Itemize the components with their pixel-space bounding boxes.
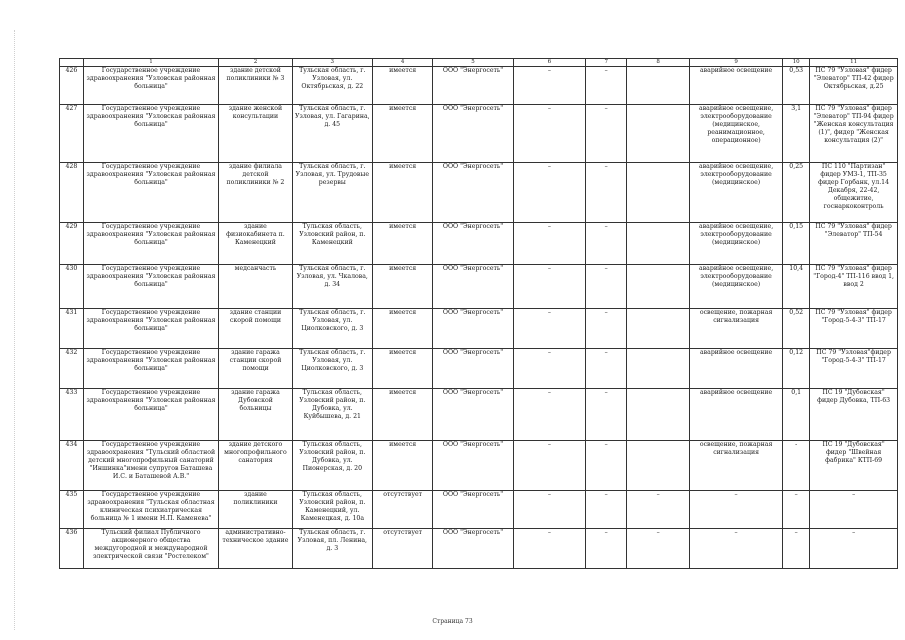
critical-load: аварийное освещение xyxy=(690,389,783,441)
column-number: 10 xyxy=(783,59,810,67)
column-7-value: – xyxy=(586,349,627,389)
object-name: здание гаража Дубовской больницы xyxy=(219,389,293,441)
power-value: 3,1 xyxy=(783,105,810,163)
feeder-info: – xyxy=(810,491,898,529)
column-number: 4 xyxy=(372,59,433,67)
supplier-name: ООО "Энергосеть" xyxy=(433,105,513,163)
row-number: 431 xyxy=(60,309,84,349)
organization-name: Государственное учреждение здравоохранения "Узловская районная больница" xyxy=(83,309,218,349)
feeder-info: ПС 79 "Узловая" фидер "Город-5-4-3" ТП-17 xyxy=(810,309,898,349)
organization-name: Государственное учреждение здравоохранения "Тульская областная клиническая психиатрическая больница № 1 имени Н.П. Каменева" xyxy=(83,491,218,529)
power-value: 0,25 xyxy=(783,163,810,223)
reserve-source-status: отсутствует xyxy=(372,529,433,569)
column-6-value: – xyxy=(513,309,586,349)
reserve-source-status: имеется xyxy=(372,389,433,441)
column-6-value: – xyxy=(513,163,586,223)
power-value: – xyxy=(783,491,810,529)
page-number: Страница 73 xyxy=(432,618,473,625)
power-value: 0,52 xyxy=(783,309,810,349)
power-value: 0,1 xyxy=(783,389,810,441)
object-address: Тульская область, г. Узловая, пл. Ленина, д. 3 xyxy=(292,529,372,569)
critical-load: освещение, пожарная сигнализация xyxy=(690,441,783,491)
critical-load: аварийное освещение, электрооборудование (медицинское) xyxy=(690,163,783,223)
column-number: 3 xyxy=(292,59,372,67)
power-value: 0,15 xyxy=(783,223,810,265)
supplier-name: ООО "Энергосеть" xyxy=(433,389,513,441)
object-name: здание детской поликлиники № 3 xyxy=(219,67,293,105)
column-6-value: – xyxy=(513,223,586,265)
row-number: 426 xyxy=(60,67,84,105)
object-address: Тульская область, г. Узловая, ул. Циолковского, д. 3 xyxy=(292,309,372,349)
critical-load: аварийное освещение xyxy=(690,349,783,389)
column-6-value: – xyxy=(513,105,586,163)
critical-load: – xyxy=(690,529,783,569)
object-address: Тульская область, г. Узловая, ул. Циолковского, д. 3 xyxy=(292,349,372,389)
row-number: 432 xyxy=(60,349,84,389)
column-8-value xyxy=(627,441,690,491)
column-8-value xyxy=(627,223,690,265)
critical-load: аварийное освещение xyxy=(690,67,783,105)
register-table xyxy=(59,58,898,569)
critical-load: аварийное освещение, электрооборудование (медицинское, реанимационное, операционное) xyxy=(690,105,783,163)
column-8-value xyxy=(627,349,690,389)
column-number: 9 xyxy=(690,59,783,67)
object-name: здание физиокабинета п. Каменецкий xyxy=(219,223,293,265)
supplier-name: ООО "Энергосеть" xyxy=(433,529,513,569)
reserve-source-status: имеется xyxy=(372,223,433,265)
supplier-name: ООО "Энергосеть" xyxy=(433,163,513,223)
organization-name: Тульский филиал Публичного акционерного общества междугородной и международной электрической связи "Ростелеком" xyxy=(83,529,218,569)
column-6-value: – xyxy=(513,67,586,105)
reserve-source-status: имеется xyxy=(372,67,433,105)
table-row xyxy=(60,389,898,441)
organization-name: Государственное учреждение здравоохранения "Узловская районная больница" xyxy=(83,67,218,105)
register-rows xyxy=(60,67,898,569)
critical-load: аварийное освещение, электрооборудование (медицинское) xyxy=(690,265,783,309)
table-row xyxy=(60,265,898,309)
feeder-info: ПС 19 "Дубовская" фидер "Швейная фабрика" КТП-69 xyxy=(810,441,898,491)
organization-name: Государственное учреждение здравоохранения "Узловская районная больница" xyxy=(83,223,218,265)
column-number: 6 xyxy=(513,59,586,67)
column-number: 1 xyxy=(83,59,218,67)
column-6-value: – xyxy=(513,529,586,569)
object-address: Тульская область, Узловский район, п. Каменецкий xyxy=(292,223,372,265)
column-7-value: – xyxy=(586,309,627,349)
feeder-info: ПС 79 "Узловая"фидер "Город-5-4-3" ТП-17 xyxy=(810,349,898,389)
reserve-source-status: имеется xyxy=(372,105,433,163)
column-number-row xyxy=(60,59,898,67)
feeder-info: ПС 110 "Партизан" фидер УМЗ-1, ТП-35 фидер Горбанк, ул.14 Декабря, 22-42, общежитие, госнаркоконтроль xyxy=(810,163,898,223)
power-value: - xyxy=(783,441,810,491)
row-number: 434 xyxy=(60,441,84,491)
organization-name: Государственное учреждение здравоохранения "Узловская районная больница" xyxy=(83,349,218,389)
object-name: здание филиала детской поликлиники № 2 xyxy=(219,163,293,223)
feeder-info: ПС 79 "Узловая" фидер "Элеватор" ТП-42 фидер Октябрьская, д.25 xyxy=(810,67,898,105)
column-number: 7 xyxy=(586,59,627,67)
table-row xyxy=(60,223,898,265)
column-8-value xyxy=(627,163,690,223)
supplier-name: ООО "Энергосеть" xyxy=(433,441,513,491)
column-7-value: – xyxy=(586,491,627,529)
critical-load: аварийное освещение, электрооборудование (медицинское) xyxy=(690,223,783,265)
row-number: 433 xyxy=(60,389,84,441)
row-number: 430 xyxy=(60,265,84,309)
binding-margin xyxy=(14,30,16,630)
supplier-name: ООО "Энергосеть" xyxy=(433,349,513,389)
supplier-name: ООО "Энергосеть" xyxy=(433,491,513,529)
supplier-name: ООО "Энергосеть" xyxy=(433,309,513,349)
critical-load: освещение, пожарная сигнализация xyxy=(690,309,783,349)
table-row xyxy=(60,309,898,349)
object-name: здание поликлиники xyxy=(219,491,293,529)
table-row xyxy=(60,349,898,389)
reserve-source-status: имеется xyxy=(372,441,433,491)
column-8-value xyxy=(627,309,690,349)
column-6-value: – xyxy=(513,491,586,529)
column-6-value: – xyxy=(513,349,586,389)
column-7-value: – xyxy=(586,389,627,441)
reserve-source-status: имеется xyxy=(372,163,433,223)
feeder-info: ПС 79 "Узловая" фидер "Элеватор" ТП-94 фидер "Женская консультация (1)", фидер "Женская консультация (2)" xyxy=(810,105,898,163)
supplier-name: ООО "Энергосеть" xyxy=(433,67,513,105)
power-value: – xyxy=(783,529,810,569)
table-row xyxy=(60,163,898,223)
organization-name: Государственное учреждение здравоохранения "Узловская районная больница" xyxy=(83,105,218,163)
power-value: 10,4 xyxy=(783,265,810,309)
feeder-info: ПС 79 "Узловая" фидер "Элеватор" ТП-54 xyxy=(810,223,898,265)
power-value: 0,12 xyxy=(783,349,810,389)
feeder-info: ПС 19 "Дубовская" фидер Дубовка, ТП-63 xyxy=(810,389,898,441)
reserve-source-status: отсутствует xyxy=(372,491,433,529)
organization-name: Государственное учреждение здравоохранения "Узловская районная больница" xyxy=(83,265,218,309)
object-name: здание гаража станции скорой помощи xyxy=(219,349,293,389)
object-name: медсанчасть xyxy=(219,265,293,309)
object-address: Тульская область, г. Узловая, ул. Октябрьская, д. 22 xyxy=(292,67,372,105)
object-address: Тульская область, Узловский район, п. Дубовка, ул. Куйбышева, д. 21 xyxy=(292,389,372,441)
row-number: 427 xyxy=(60,105,84,163)
reserve-source-status: имеется xyxy=(372,349,433,389)
column-8-value: – xyxy=(627,491,690,529)
object-address: Тульская область, г. Узловая, ул. Чкалова, д. 34 xyxy=(292,265,372,309)
table-row xyxy=(60,441,898,491)
reserve-source-status: имеется xyxy=(372,309,433,349)
column-number-blank xyxy=(60,59,84,67)
organization-name: Государственное учреждение здравоохранения "Узловская районная больница" xyxy=(83,389,218,441)
table-row xyxy=(60,529,898,569)
supplier-name: ООО "Энергосеть" xyxy=(433,223,513,265)
column-7-value: – xyxy=(586,529,627,569)
object-name: здание женской консультации xyxy=(219,105,293,163)
column-6-value: – xyxy=(513,441,586,491)
column-number: 2 xyxy=(219,59,293,67)
object-name: здание детского многопрофильного санатория xyxy=(219,441,293,491)
row-number: 435 xyxy=(60,491,84,529)
column-6-value: – xyxy=(513,265,586,309)
feeder-info: ПС 79 "Узловая" фидер "Город-4" ТП-116 ввод 1, ввод 2 xyxy=(810,265,898,309)
object-address: Тульская область, Узловский район, п. Дубовка, ул. Пионерская, д. 20 xyxy=(292,441,372,491)
column-8-value: – xyxy=(627,529,690,569)
object-name: здание станции скорой помощи xyxy=(219,309,293,349)
column-7-value: – xyxy=(586,163,627,223)
column-6-value: – xyxy=(513,389,586,441)
column-number: 11 xyxy=(810,59,898,67)
critical-load: – xyxy=(690,491,783,529)
object-name: административно-техническое здание xyxy=(219,529,293,569)
column-8-value xyxy=(627,389,690,441)
table-row xyxy=(60,105,898,163)
row-number: 436 xyxy=(60,529,84,569)
column-7-value: – xyxy=(586,265,627,309)
column-8-value xyxy=(627,67,690,105)
reserve-source-status: имеется xyxy=(372,265,433,309)
column-7-value: – xyxy=(586,223,627,265)
object-address: Тульская область, г. Узловая, ул. Гагарина, д. 45 xyxy=(292,105,372,163)
column-7-value: – xyxy=(586,105,627,163)
column-number: 5 xyxy=(433,59,513,67)
column-number: 8 xyxy=(627,59,690,67)
organization-name: Государственное учреждение здравоохранения "Тульский областной детский многопрофильный санаторий "Иншинка"имени супругов Баташева И.С. и Баташевой А.В." xyxy=(83,441,218,491)
table-row xyxy=(60,491,898,529)
row-number: 429 xyxy=(60,223,84,265)
object-address: Тульская область, Узловский район, п. Каменецкий, ул. Каменецкая, д. 10а xyxy=(292,491,372,529)
table-row xyxy=(60,67,898,105)
row-number: 428 xyxy=(60,163,84,223)
column-7-value: – xyxy=(586,441,627,491)
column-8-value xyxy=(627,265,690,309)
object-address: Тульская область, г. Узловая, ул. Трудовые резервы xyxy=(292,163,372,223)
column-7-value: – xyxy=(586,67,627,105)
column-8-value xyxy=(627,105,690,163)
organization-name: Государственное учреждение здравоохранения "Узловская районная больница" xyxy=(83,163,218,223)
power-value: 0,53 xyxy=(783,67,810,105)
feeder-info: – xyxy=(810,529,898,569)
supplier-name: ООО "Энергосеть" xyxy=(433,265,513,309)
